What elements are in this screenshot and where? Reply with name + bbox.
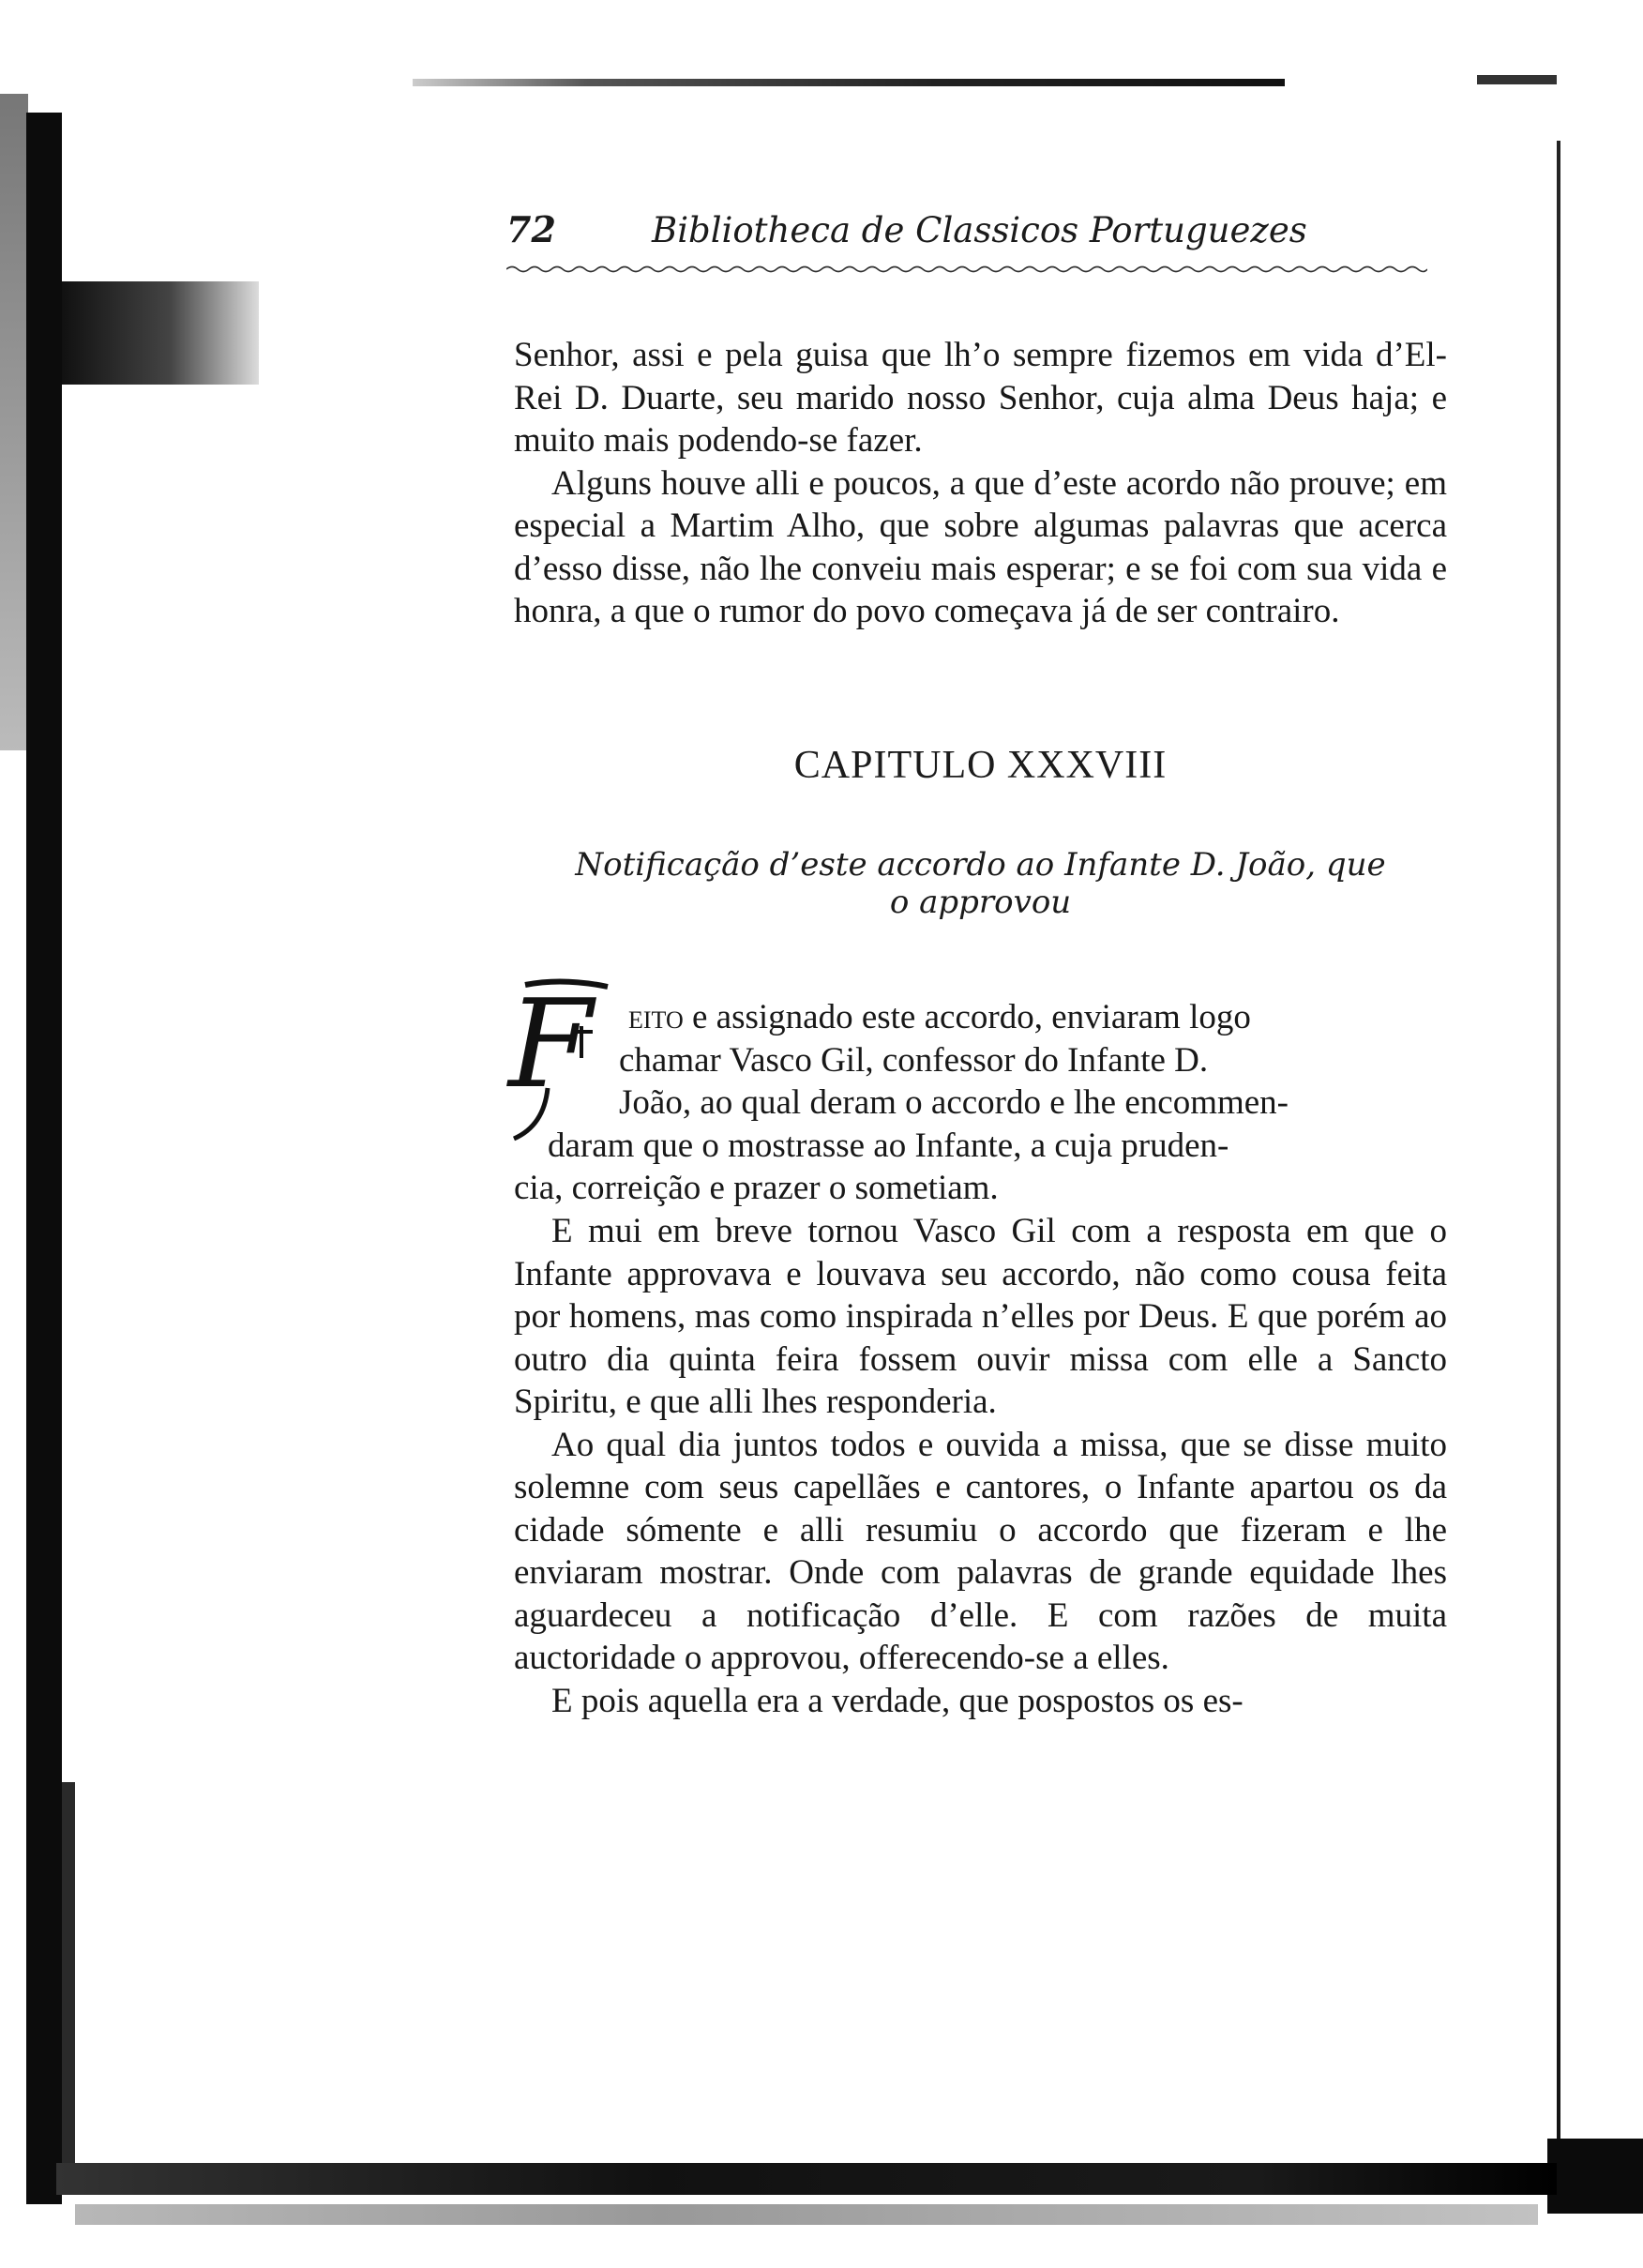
scan-shadow-left xyxy=(0,94,28,750)
scan-binding-edge xyxy=(26,113,62,2204)
page-number: 72 xyxy=(506,208,556,250)
scan-bottom-right-corner xyxy=(1547,2139,1643,2214)
scan-right-edge xyxy=(1557,141,1560,2157)
scan-binding-lower xyxy=(62,1782,75,2176)
header-title: Bibliotheca de Classicos Portuguezes xyxy=(652,210,1307,250)
chapter-subtitle-line: Notificação d’este accordo ao Infante D. João, que xyxy=(575,846,1386,884)
paragraph: Alguns houve alli e poucos, a que d’este acordo não prouve; em especial a Martim Alho, que sobre algumas palavras que acerca d’esso disse, não lhe conveiu mais esperar; e se foi com sua vida e honra, a que o rumor do povo começava já de ser contrairo. xyxy=(514,463,1447,630)
paragraph: E mui em breve tornou Vasco Gil com a resposta em que o Infante approvava e louvava seu accordo, não como cousa feita por homens, mas como inspirada n’elles por Deus. E que porém ao outro dia quinta feira fossem ouvir missa com elle a Sancto Spiritu, e que alli lhes responderia. xyxy=(514,1212,1447,1421)
chapter-subtitle-line: o approvou xyxy=(889,884,1072,921)
first-paragraph-line: daram que o mostrasse ao Infante, a cuja pruden- xyxy=(548,1126,1229,1165)
chapter-first-paragraph xyxy=(514,996,1447,1210)
scan-top-edge xyxy=(413,79,1285,86)
scan-bottom-edge xyxy=(56,2163,1557,2195)
small-caps-word: eito xyxy=(628,998,684,1036)
running-head xyxy=(506,208,1425,265)
paragraph: E pois aquella era a verdade, que pospostos os es- xyxy=(551,1681,1244,1720)
first-paragraph-line: cia, correição e prazer o sometiam. xyxy=(514,1169,999,1207)
paragraph: Ao qual dia juntos todos e ouvida a missa, que se disse muito solemne com seus capellães e cantores, o Infante apartou os da cidade sómente e alli resumiu o accordo que fizeram e lhe enviaram mostrar. Onde com palavras de grande equidade lhes aguardeceu a notificação d’elle. E com razões de muita auctoridade o approvou, offerecendo-se a elles. xyxy=(514,1425,1447,1677)
chapter-text xyxy=(514,1210,1447,1722)
drop-cap-letter: F xyxy=(508,975,594,1115)
chapter-subtitle xyxy=(514,846,1447,921)
scan-bottom-shadow xyxy=(75,2204,1538,2225)
scan-top-corner xyxy=(1477,75,1557,84)
opening-text xyxy=(514,334,1447,633)
first-line-rest: e assignado este accordo, enviaram logo xyxy=(683,998,1251,1036)
first-paragraph-line: chamar Vasco Gil, confessor do Infante D. xyxy=(619,1040,1209,1080)
header-wavy-rule xyxy=(506,265,1427,274)
first-paragraph-line: João, ao qual deram o accordo e lhe encommen- xyxy=(619,1083,1289,1122)
chapter-heading: CAPITULO XXXVIII xyxy=(793,744,1168,787)
paragraph-continuation: Senhor, assi e pela guisa que lh’o sempre fizemos em vida d’El-Rei D. Duarte, seu marido nosso Senhor, cuja alma Deus haja; e muito mais podendo-se fazer. xyxy=(514,336,1447,460)
first-paragraph-line xyxy=(514,996,1447,1039)
scan-binding-notch xyxy=(62,281,259,385)
